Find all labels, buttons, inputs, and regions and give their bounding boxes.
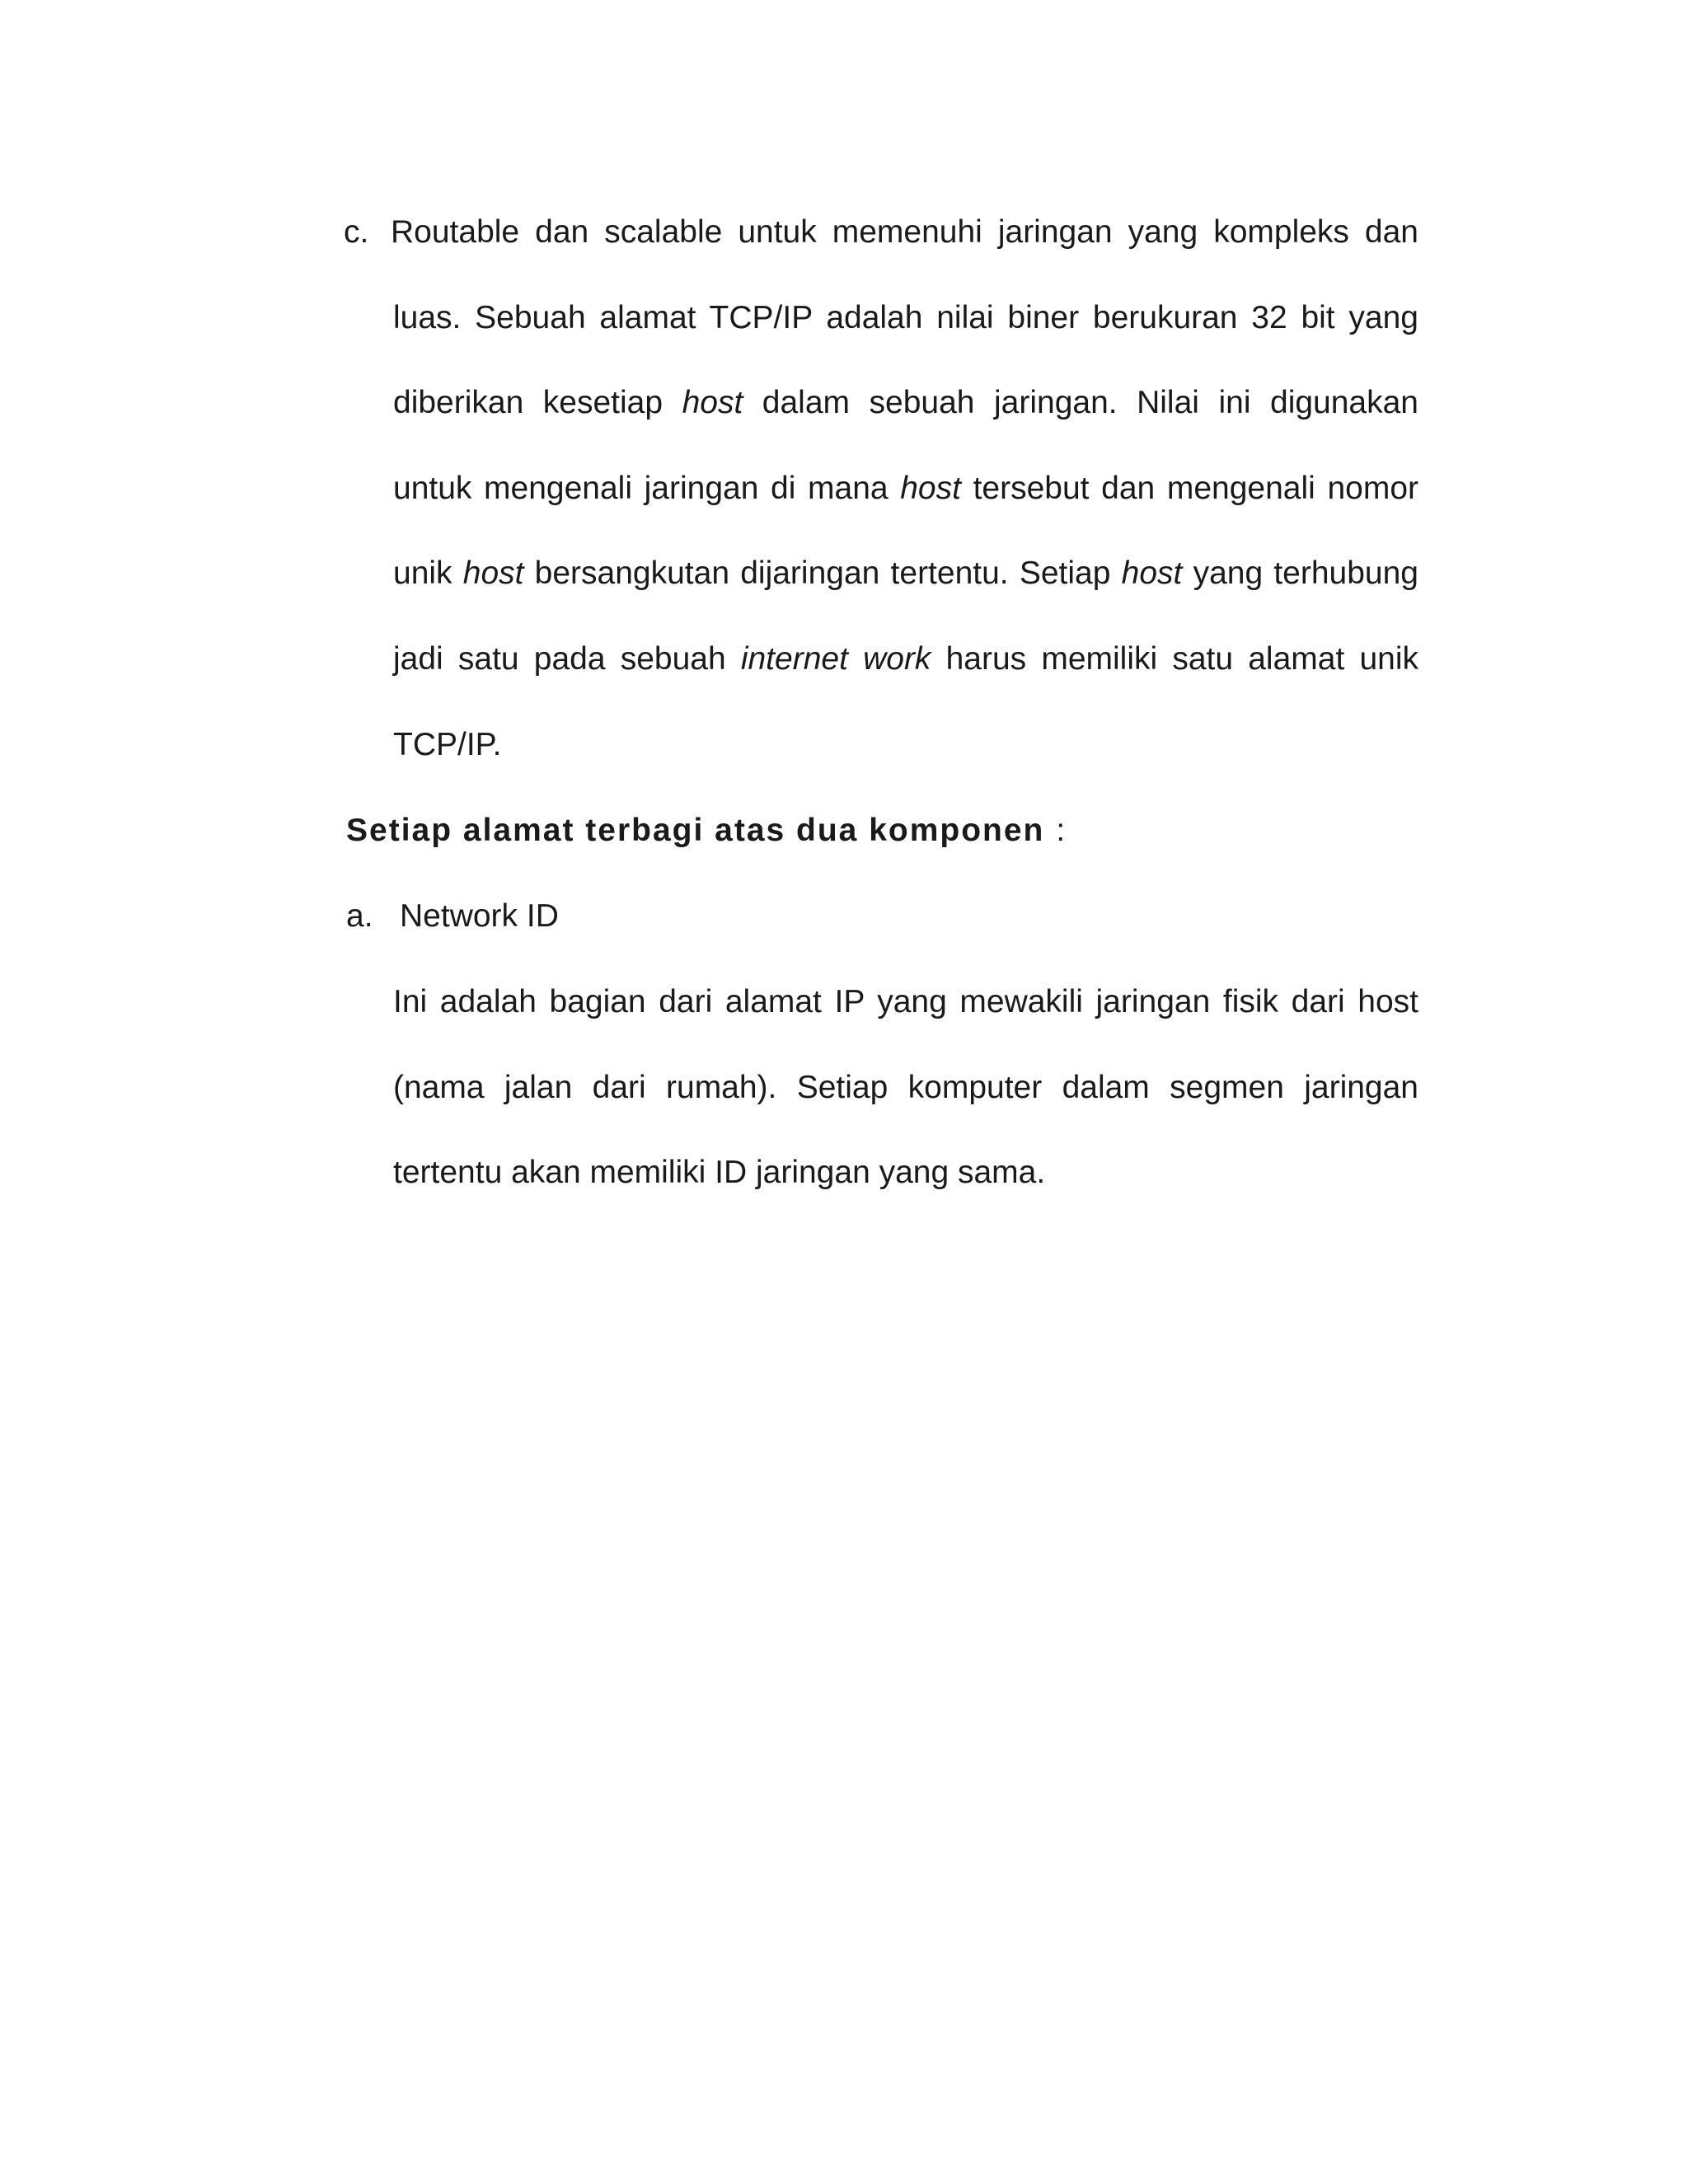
paragraph-line: (nama jalan dari rumah). Setiap komputer dalam segmen jaringan <box>393 1070 1418 1105</box>
heading-colon: : <box>1056 813 1066 848</box>
section-heading <box>346 811 1065 851</box>
list-marker-a: a. <box>346 898 373 934</box>
text-run: diberikan kesetiap <box>393 385 682 420</box>
paragraph-line: TCP/IP. <box>393 727 502 762</box>
text-run: dalam sebuah jaringan. Nilai ini digunakan <box>743 385 1418 420</box>
list-marker-c: c. <box>344 214 369 250</box>
text-run: jadi satu pada sebuah <box>393 641 741 677</box>
text-run: bersangkutan dijaringan tertentu. Setiap <box>523 555 1122 591</box>
paragraph-line <box>393 640 1418 679</box>
paragraph-line <box>393 469 1418 509</box>
heading-text: Setiap alamat terbagi atas dua komponen <box>346 813 1045 848</box>
paragraph-line: Ini adalah bagian dari alamat IP yang mewakili jaringan fisik dari host <box>393 984 1418 1019</box>
text-run: harus memiliki satu alamat unik <box>931 641 1418 677</box>
text-run: untuk mengenali jaringan di mana <box>393 471 901 506</box>
paragraph-line: tertentu akan memiliki ID jaringan yang sama. <box>393 1155 1046 1190</box>
text-run: yang terhubung <box>1182 555 1418 591</box>
list-item-title: Network ID <box>400 898 559 934</box>
italic-term: host <box>682 385 743 420</box>
italic-term: host <box>1121 555 1183 591</box>
italic-term: internet work <box>740 641 931 677</box>
paragraph-line: luas. Sebuah alamat TCP/IP adalah nilai biner berukuran 32 bit yang <box>393 300 1418 335</box>
paragraph-line <box>393 383 1418 423</box>
italic-term: host <box>900 471 961 506</box>
paragraph-line: Routable dan scalable untuk memenuhi jaringan yang kompleks dan <box>391 214 1418 250</box>
paragraph-line <box>393 554 1418 593</box>
text-run: tersebut dan mengenali nomor <box>960 471 1418 506</box>
text-run: unik <box>393 555 463 591</box>
italic-term: host <box>462 555 524 591</box>
